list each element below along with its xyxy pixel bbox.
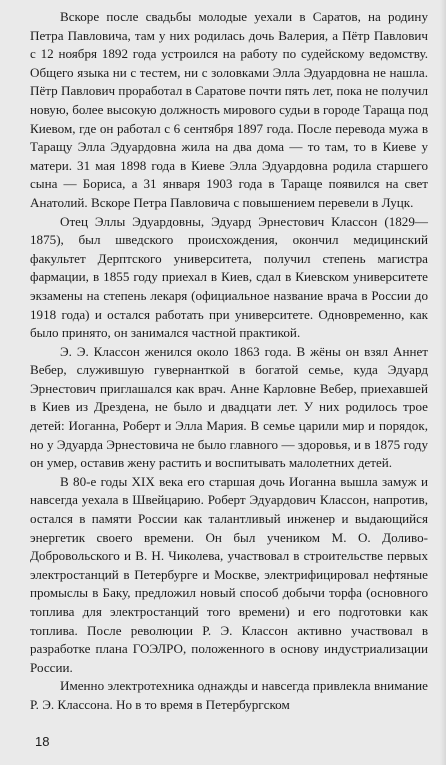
paragraph-2: Отец Эллы Эдуардовны, Эдуард Эрнестович Классон (1829—1875), был шведского происхождения, окончил медицинский факультет Дерптского университета, получил степень магистра фармации, в 1855 году приехал в Киев, сдал в Киевском университете экзамены на степень лекаря (официальное название врача в России до 1918 года) и остался работать при университете. Одновременно, как было принято, он занимался частной практикой. bbox=[30, 213, 428, 341]
page-number: 18 bbox=[35, 734, 50, 749]
paragraph-5: Именно электротехника однажды и навсегда привлекла внимание Р. Э. Классона. Но в то время в Петербургском bbox=[30, 678, 428, 712]
paragraph-4: В 80-е годы XIX века его старшая дочь Иоганна вышла замуж и навсегда уехала в Швейцарию. Роберт Эдуардович Классон, напротив, остался в памяти России как талантливый инженер и выдающийся энергетик своего времени. Он был учеником М. О. Доливо-Добровольского и В. Н. Чиколева, участвовал в строительстве первых электростанций в Петербурге и Москве, электрифицировал нефтяные промыслы в Баку, предложил новый способ добычи торфа (основного топлива для электростанций того времени) и его подготовки как топлива. После революции Р. Э. Классон активно участвовал в разработке плана ГОЭЛРО, положенного в основу индустриализации России. bbox=[30, 473, 428, 675]
paragraph-3: Э. Э. Классон женился около 1863 года. В жёны он взял Аннет Вебер, служившую гувернанткой в богатой семье, куда Эдуард Эрнестович приглашался как врач. Анне Карловне Вебер, приехавшей в Киев из Дрездена, не было и двадцати лет. У них родилось трое детей: Иоганна, Роберт и Элла Мария. В семье царили мир и порядок, но у Эдуарда Эрнестовича не было главного — здоровья, и в 1875 году он умер, оставив жену растить и воспитывать малолетних детей. bbox=[30, 343, 428, 471]
body-text bbox=[30, 8, 428, 715]
page-edge-shadow bbox=[440, 0, 446, 765]
paragraph-1: Вскоре после свадьбы молодые уехали в Саратов, на родину Петра Павловича, там у них родилась дочь Валерия, а Пётр Павлович с 12 ноября 1892 года устроился на работу по судейскому ведомству. Общего языка ни с тестем, ни с золовками Элла Эдуардовна не нашла. Пётр Павлович проработал в Саратове почти пять лет, пока не получил новую, более высокую должность мирового судьи в городе Тараща под Киевом, где он работал с 6 сентября 1897 года. После перевода мужа в Таращу Элла Эдуардовна жила на два дома — то там, то в Киеве у матери. 31 мая 1898 года в Киеве Элла Эдуардовна родила старшего сына — Бориса, а 31 января 1903 года в Тараще появился на свет Анатолий. Вскоре Петра Павловича с повышением перевели в Луцк. bbox=[30, 9, 428, 210]
